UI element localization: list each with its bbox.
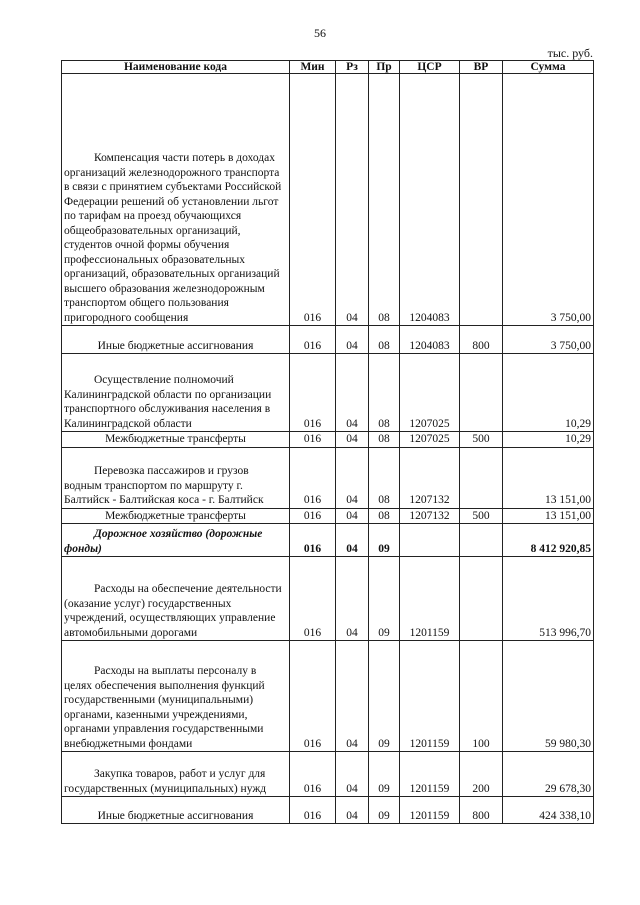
row-sum: 59 980,30 bbox=[503, 641, 594, 752]
col-header-vr: ВР bbox=[460, 61, 503, 74]
row-name: Компенсация части потерь в доходах организаций железнодорожного транспорта в связи с принятием субъектами Российской Федерации решений об установлении льгот по тарифам на проезд обучающихся общеобразовательных организаций, студентов очной формы обучения профессиональных образовательных организаций, образовательных организаций высшего образования железнодорожным транспортом общего пользования пригородного сообщения bbox=[62, 74, 290, 326]
table-row bbox=[62, 447, 594, 508]
col-header-sum: Сумма bbox=[503, 61, 594, 74]
table-row bbox=[62, 74, 594, 326]
row-rz: 04 bbox=[336, 524, 369, 557]
row-pr: 08 bbox=[369, 447, 400, 508]
table-row bbox=[62, 752, 594, 797]
row-pr: 09 bbox=[369, 641, 400, 752]
row-pr: 09 bbox=[369, 524, 400, 557]
row-min: 016 bbox=[290, 797, 336, 824]
row-sum: 13 151,00 bbox=[503, 508, 594, 524]
page-number: 56 bbox=[314, 26, 326, 40]
row-min: 016 bbox=[290, 74, 336, 326]
row-pr: 08 bbox=[369, 326, 400, 354]
row-min: 016 bbox=[290, 326, 336, 354]
row-sum: 10,29 bbox=[503, 354, 594, 432]
row-csr: 1201159 bbox=[400, 752, 460, 797]
row-vr bbox=[460, 74, 503, 326]
row-csr: 1207132 bbox=[400, 508, 460, 524]
row-vr: 100 bbox=[460, 641, 503, 752]
row-rz: 04 bbox=[336, 354, 369, 432]
row-sum: 3 750,00 bbox=[503, 326, 594, 354]
row-csr: 1207132 bbox=[400, 447, 460, 508]
row-name: Перевозка пассажиров и грузов водным транспортом по маршруту г. Балтийск - Балтийская коса - г. Балтийск bbox=[62, 447, 290, 508]
row-rz: 04 bbox=[336, 326, 369, 354]
col-header-rz: Рз bbox=[336, 61, 369, 74]
row-sum: 10,29 bbox=[503, 432, 594, 448]
row-min: 016 bbox=[290, 524, 336, 557]
table-row bbox=[62, 354, 594, 432]
table-row bbox=[62, 641, 594, 752]
row-rz: 04 bbox=[336, 447, 369, 508]
row-vr: 800 bbox=[460, 797, 503, 824]
table-row bbox=[62, 432, 594, 448]
row-sum: 513 996,70 bbox=[503, 557, 594, 641]
row-rz: 04 bbox=[336, 74, 369, 326]
row-name: Иные бюджетные ассигнования bbox=[62, 797, 290, 824]
row-sum: 8 412 920,85 bbox=[503, 524, 594, 557]
table-header-row bbox=[62, 61, 594, 74]
row-csr: 1204083 bbox=[400, 326, 460, 354]
row-sum: 29 678,30 bbox=[503, 752, 594, 797]
row-min: 016 bbox=[290, 557, 336, 641]
row-csr bbox=[400, 524, 460, 557]
row-csr: 1201159 bbox=[400, 797, 460, 824]
row-vr bbox=[460, 447, 503, 508]
row-vr: 800 bbox=[460, 326, 503, 354]
table-row bbox=[62, 326, 594, 354]
table-row bbox=[62, 508, 594, 524]
row-csr: 1204083 bbox=[400, 74, 460, 326]
row-min: 016 bbox=[290, 432, 336, 448]
row-csr: 1207025 bbox=[400, 354, 460, 432]
row-vr bbox=[460, 354, 503, 432]
row-rz: 04 bbox=[336, 432, 369, 448]
row-vr: 200 bbox=[460, 752, 503, 797]
row-rz: 04 bbox=[336, 797, 369, 824]
row-min: 016 bbox=[290, 447, 336, 508]
row-sum: 13 151,00 bbox=[503, 447, 594, 508]
row-pr: 08 bbox=[369, 432, 400, 448]
row-rz: 04 bbox=[336, 752, 369, 797]
col-header-pr: Пр bbox=[369, 61, 400, 74]
row-sum: 424 338,10 bbox=[503, 797, 594, 824]
row-pr: 08 bbox=[369, 508, 400, 524]
row-rz: 04 bbox=[336, 508, 369, 524]
row-name: Осуществление полномочий Калининградской области по организации транспортного обслуживания населения в Калининградской области bbox=[62, 354, 290, 432]
col-header-min: Мин bbox=[290, 61, 336, 74]
table-row bbox=[62, 797, 594, 824]
units-label: тыс. руб. bbox=[547, 46, 593, 60]
table-row bbox=[62, 557, 594, 641]
row-pr: 09 bbox=[369, 797, 400, 824]
row-rz: 04 bbox=[336, 557, 369, 641]
budget-table bbox=[61, 60, 594, 824]
row-min: 016 bbox=[290, 508, 336, 524]
row-vr bbox=[460, 557, 503, 641]
row-min: 016 bbox=[290, 752, 336, 797]
row-csr: 1207025 bbox=[400, 432, 460, 448]
row-name: Дорожное хозяйство (дорожные фонды) bbox=[62, 524, 290, 557]
row-vr bbox=[460, 524, 503, 557]
row-name: Межбюджетные трансферты bbox=[62, 508, 290, 524]
row-pr: 09 bbox=[369, 752, 400, 797]
col-header-name: Наименование кода bbox=[62, 61, 290, 74]
row-pr: 08 bbox=[369, 354, 400, 432]
row-vr: 500 bbox=[460, 508, 503, 524]
row-min: 016 bbox=[290, 354, 336, 432]
row-pr: 08 bbox=[369, 74, 400, 326]
table-row-section bbox=[62, 524, 594, 557]
row-pr: 09 bbox=[369, 557, 400, 641]
row-sum: 3 750,00 bbox=[503, 74, 594, 326]
row-csr: 1201159 bbox=[400, 641, 460, 752]
row-name: Межбюджетные трансферты bbox=[62, 432, 290, 448]
col-header-csr: ЦСР bbox=[400, 61, 460, 74]
row-vr: 500 bbox=[460, 432, 503, 448]
row-name: Расходы на обеспечение деятельности (оказание услуг) государственных учреждений, осуществляющих управление автомобильными дорогами bbox=[62, 557, 290, 641]
row-name: Иные бюджетные ассигнования bbox=[62, 326, 290, 354]
row-rz: 04 bbox=[336, 641, 369, 752]
row-min: 016 bbox=[290, 641, 336, 752]
row-csr: 1201159 bbox=[400, 557, 460, 641]
row-name: Закупка товаров, работ и услуг для государственных (муниципальных) нужд bbox=[62, 752, 290, 797]
row-name: Расходы на выплаты персоналу в целях обеспечения выполнения функций государственными (муниципальными) органами, казенными учреждениями, органами управления государственными внебюджетными фондами bbox=[62, 641, 290, 752]
